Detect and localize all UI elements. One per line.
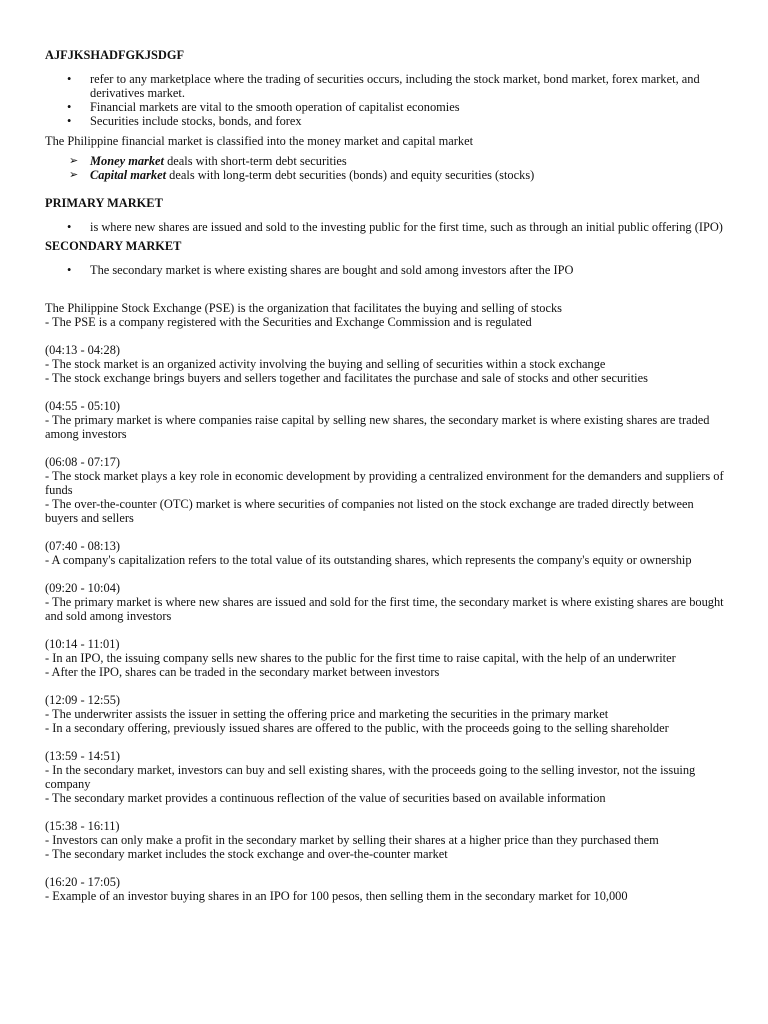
timestamp: (16:20 - 17:05) [45,875,121,889]
timestamp: (06:08 - 07:17) [45,455,121,469]
note-block [45,693,725,735]
primary-market-list [45,220,725,234]
term-definition: deals with long-term debt securities (bonds) and equity securities (stocks) [166,168,535,182]
note-line: - After the IPO, shares can be traded in the secondary market between investors [45,665,440,679]
note-block [45,539,725,567]
note-line: - The secondary market provides a continuous reflection of the value of securities based on available information [45,791,606,805]
note-block [45,343,725,385]
note-line: - In a secondary offering, previously issued shares are offered to the public, with the proceeds going to the selling shareholder [45,721,669,735]
note-line: - The stock exchange brings buyers and sellers together and facilitates the purchase and sale of stocks and other securities [45,371,648,385]
note-block [45,455,725,525]
timestamp: (10:14 - 11:01) [45,637,120,651]
note-block [45,399,725,441]
term-money-market: Money market [90,154,164,168]
primary-market-heading: PRIMARY MARKET [45,196,163,210]
timestamp: (09:20 - 10:04) [45,581,121,595]
bullet-icon: • [67,220,72,234]
note-line: - Investors can only make a profit in the secondary market by selling their shares at a higher price than they purchased them [45,833,659,847]
list-item [45,168,725,182]
list-item [45,220,725,234]
note-line: - A company's capitalization refers to the total value of its outstanding shares, which represents the company's equity or ownership [45,553,692,567]
list-item-text: Financial markets are vital to the smooth operation of capitalist economies [90,100,460,114]
list-item [45,72,725,100]
market-type-list [45,154,725,182]
secondary-market-heading: SECONDARY MARKET [45,239,182,253]
document-heading: AJFJKSHADFGKJSDGF [45,48,185,62]
note-line: - In an IPO, the issuing company sells new shares to the public for the first time to raise capital, with the help of an underwriter [45,651,676,665]
list-item [45,154,725,168]
term-capital-market: Capital market [90,168,167,182]
bullet-icon: • [67,100,72,114]
overview-bullet-list [45,72,725,128]
note-line: - The primary market is where companies raise capital by selling new shares, the secondary market is where existing shares are traded among investors [45,413,710,441]
timestamp: (12:09 - 12:55) [45,693,121,707]
note-line: - The secondary market includes the stock exchange and over-the-counter market [45,847,448,861]
note-block [45,819,725,861]
list-item-text: refer to any marketplace where the trading of securities occurs, including the stock market, bond market, forex market, and derivatives market. [90,72,700,100]
intro-paragraph: The Philippine financial market is classified into the money market and capital market [45,134,474,148]
pse-line: The Philippine Stock Exchange (PSE) is the organization that facilitates the buying and selling of stocks [45,301,562,315]
secondary-market-list [45,263,725,277]
list-item [45,100,725,114]
timestamp: (13:59 - 14:51) [45,749,121,763]
arrow-bullet-icon: ➢ [69,155,79,167]
term-definition: deals with short-term debt securities [164,154,347,168]
note-line: - The stock market plays a key role in economic development by providing a centralized environment for the demanders and suppliers of funds [45,469,724,497]
pse-paragraph [45,301,725,329]
note-line: - The over-the-counter (OTC) market is where securities of companies not listed on the stock exchange are traded directly between buyers and sellers [45,497,694,525]
timestamp: (15:38 - 16:11) [45,819,120,833]
note-line: - Example of an investor buying shares in an IPO for 100 pesos, then selling them in the secondary market for 10,000 [45,889,628,903]
note-block [45,749,725,805]
document-page [45,48,725,903]
arrow-bullet-icon: ➢ [69,169,79,181]
bullet-icon: • [67,263,72,277]
list-item-text: The secondary market is where existing shares are bought and sold among investors after the IPO [90,263,574,277]
bullet-icon: • [67,72,72,86]
note-block [45,637,725,679]
list-item-text: Securities include stocks, bonds, and forex [90,114,302,128]
list-item-text: is where new shares are issued and sold to the investing public for the first time, such as through an initial public offering (IPO) [90,220,723,234]
note-block [45,581,725,623]
timestamp: (04:55 - 05:10) [45,399,121,413]
note-block [45,875,725,903]
list-item [45,114,725,128]
note-line: - The primary market is where new shares are issued and sold for the first time, the secondary market is where existing shares are bought and sold among investors [45,595,724,623]
note-line: - The underwriter assists the issuer in setting the offering price and marketing the securities in the primary market [45,707,609,721]
list-item [45,263,725,277]
note-line: - In the secondary market, investors can buy and sell existing shares, with the proceeds going to the selling investor, not the issuing company [45,763,696,791]
timestamp: (07:40 - 08:13) [45,539,121,553]
bullet-icon: • [67,114,72,128]
note-line: - The stock market is an organized activity involving the buying and selling of securities within a stock exchange [45,357,606,371]
timestamp: (04:13 - 04:28) [45,343,121,357]
pse-line: - The PSE is a company registered with the Securities and Exchange Commission and is regulated [45,315,532,329]
